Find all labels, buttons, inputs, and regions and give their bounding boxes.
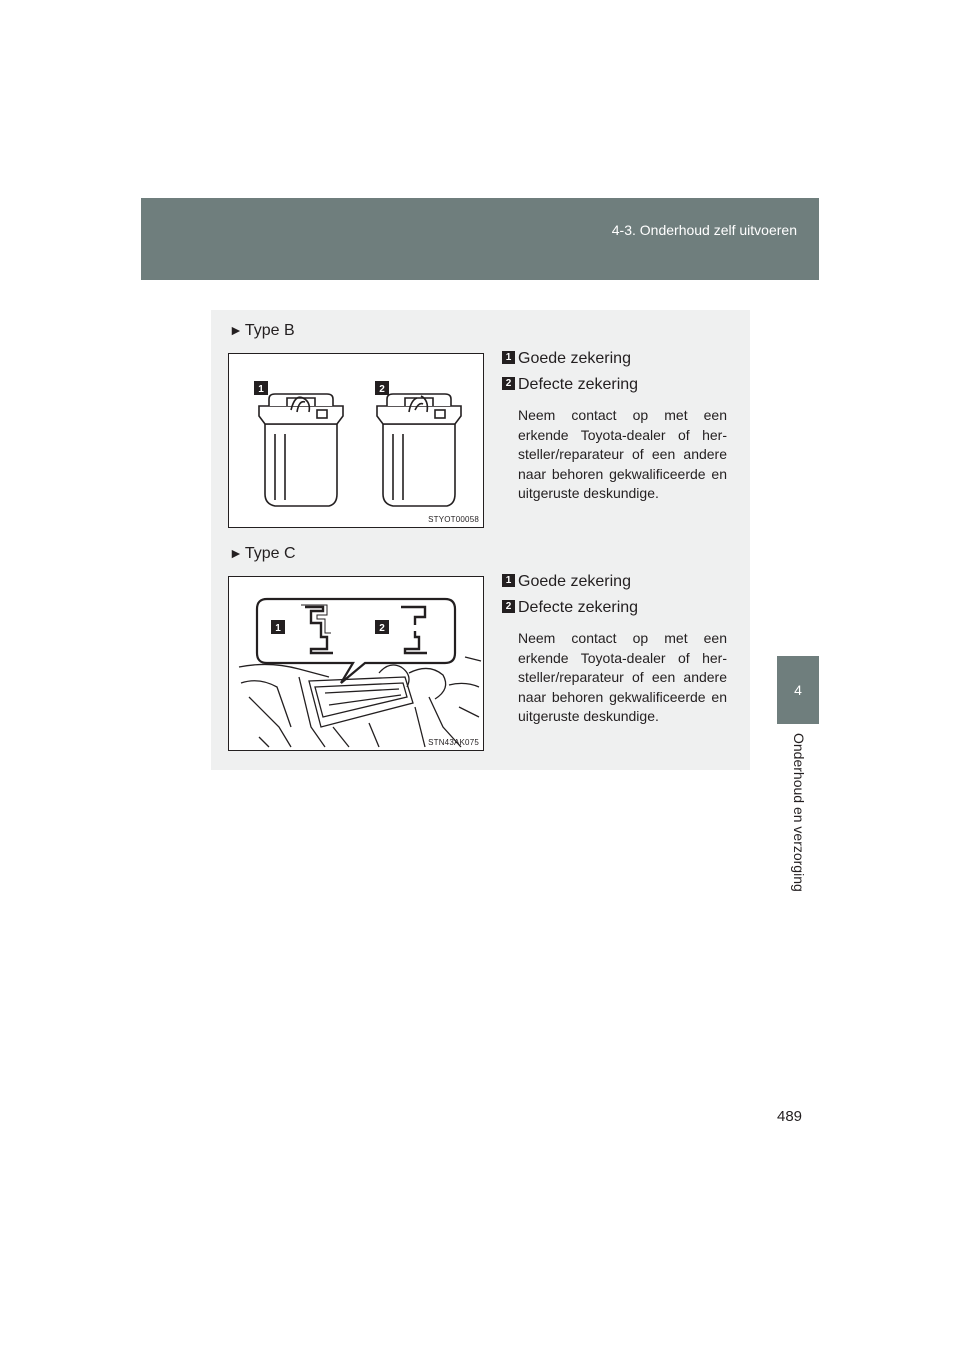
type-c-figure <box>228 576 484 751</box>
figure-label-1: 1 <box>258 384 264 395</box>
type-b-heading <box>229 322 295 340</box>
number-badge: 1 <box>502 351 515 364</box>
section-title: 4-3. Onderhoud zelf uitvoeren <box>611 222 797 238</box>
item-label: Goede zekering <box>518 573 631 590</box>
item-label: Defecte zekering <box>518 376 639 393</box>
figure-label-2: 2 <box>379 623 385 634</box>
triangle-bullet-icon: ► <box>229 545 243 561</box>
type-c-heading <box>229 545 296 563</box>
triangle-bullet-icon: ► <box>229 322 243 338</box>
type-c-heading-text: Type C <box>244 545 296 562</box>
type-c-item-1 <box>502 572 631 592</box>
type-b-item-1 <box>502 349 631 369</box>
figure-label-1: 1 <box>275 623 281 634</box>
fuse-type-c-illustration <box>229 577 483 750</box>
type-c-item-2 <box>502 598 638 618</box>
type-b-item-2 <box>502 375 638 395</box>
figure-label-2: 2 <box>379 384 385 395</box>
type-b-heading-text: Type B <box>244 322 295 339</box>
good-fuse-icon <box>259 394 343 506</box>
section-header <box>141 198 819 280</box>
fuse-type-b-illustration <box>229 354 483 527</box>
chapter-title-vertical <box>787 733 807 903</box>
type-b-figure <box>228 353 484 528</box>
page-number: 489 <box>777 1108 803 1125</box>
chapter-number: 4 <box>794 682 802 698</box>
blown-fuse-icon <box>377 394 461 506</box>
number-badge: 2 <box>502 377 515 390</box>
chapter-tab[interactable] <box>777 656 819 724</box>
number-badge: 2 <box>502 600 515 613</box>
figure-code: STYOT00058 <box>428 515 479 524</box>
figure-code: STN43AK075 <box>428 738 479 747</box>
chapter-title: Onderhoud en verzorging <box>791 733 807 892</box>
item-label: Goede zekering <box>518 350 631 367</box>
type-b-note: Neem contact op met een erkende Toyota-dealer of her-steller/reparateur of een andere naar behoren gekwalificeerde en uitgeruste deskundige. <box>518 407 727 501</box>
item-label: Defecte zekering <box>518 599 639 616</box>
number-badge: 1 <box>502 574 515 587</box>
engine-bay-icon <box>239 657 481 747</box>
type-c-note: Neem contact op met een erkende Toyota-dealer of her-steller/reparateur of een andere naar behoren gekwalificeerde en uitgeruste deskundige. <box>518 630 727 724</box>
